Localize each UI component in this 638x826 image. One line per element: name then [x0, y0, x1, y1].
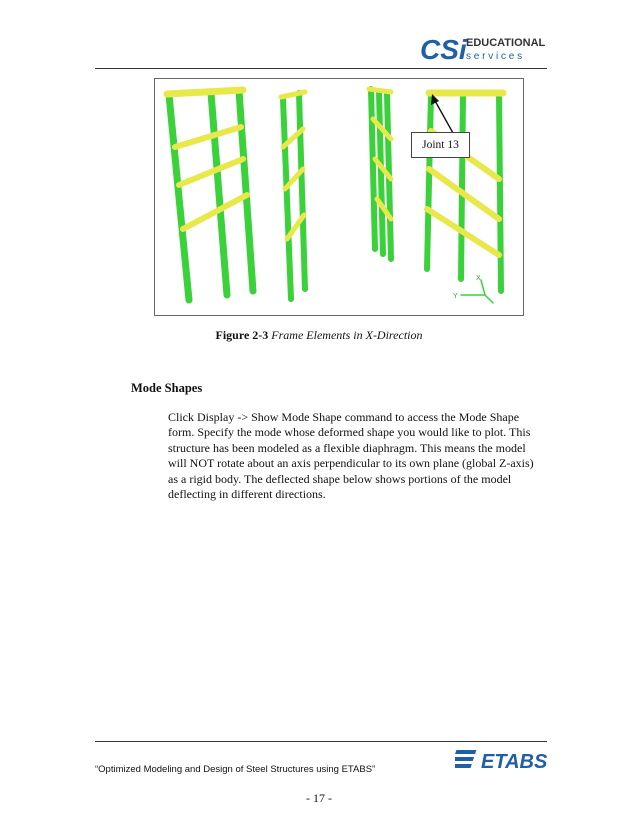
- logo-line2: s e r v i c e s: [466, 51, 523, 62]
- header-rule: [95, 68, 547, 69]
- figure-caption: [0, 328, 638, 343]
- joint-callout-label: Joint 13: [411, 132, 470, 158]
- axis-x-label: X: [476, 275, 481, 282]
- csi-logo-icon: [418, 32, 548, 66]
- footer-rule: [95, 741, 547, 742]
- paragraph-text: Click Display -> Show Mode Shape command to access the Mode Shape form. Specify the mode whose deformed shape you would like to plot. This structure has been modeled as a flexible diaphragm. This means the model will NOT rotate about an axis perpendicular to its own plane (global Z-axis) as a rigid body. The deflected shape below shows portions of the model deflecting in different directions.: [168, 410, 534, 502]
- caption-title: Frame Elements in X-Direction: [271, 328, 423, 342]
- logo-mark: CSi: [420, 34, 467, 65]
- figure-frame: [154, 78, 524, 316]
- frame-right: [427, 93, 503, 291]
- logo-line1: EDUCATIONAL: [466, 37, 546, 49]
- body-paragraph: [168, 410, 546, 502]
- caption-number: Figure 2-3: [215, 328, 269, 342]
- frame-left: [167, 90, 253, 300]
- page-number: - 17 -: [306, 791, 332, 805]
- section-heading: Mode Shapes: [131, 381, 203, 395]
- frame-middle-right: [369, 89, 391, 259]
- frame-middle-left: [281, 92, 305, 299]
- footer-book-title: “Optimized Modeling and Design of Steel Structures using ETABS”: [95, 764, 376, 775]
- etabs-logo-icon: [455, 745, 551, 773]
- frame-elements-illustration: [155, 79, 523, 315]
- joint-pointer-arrow: [431, 94, 453, 133]
- axis-y-label: Y: [453, 293, 458, 300]
- etabs-logo-text: ETABS: [481, 751, 548, 773]
